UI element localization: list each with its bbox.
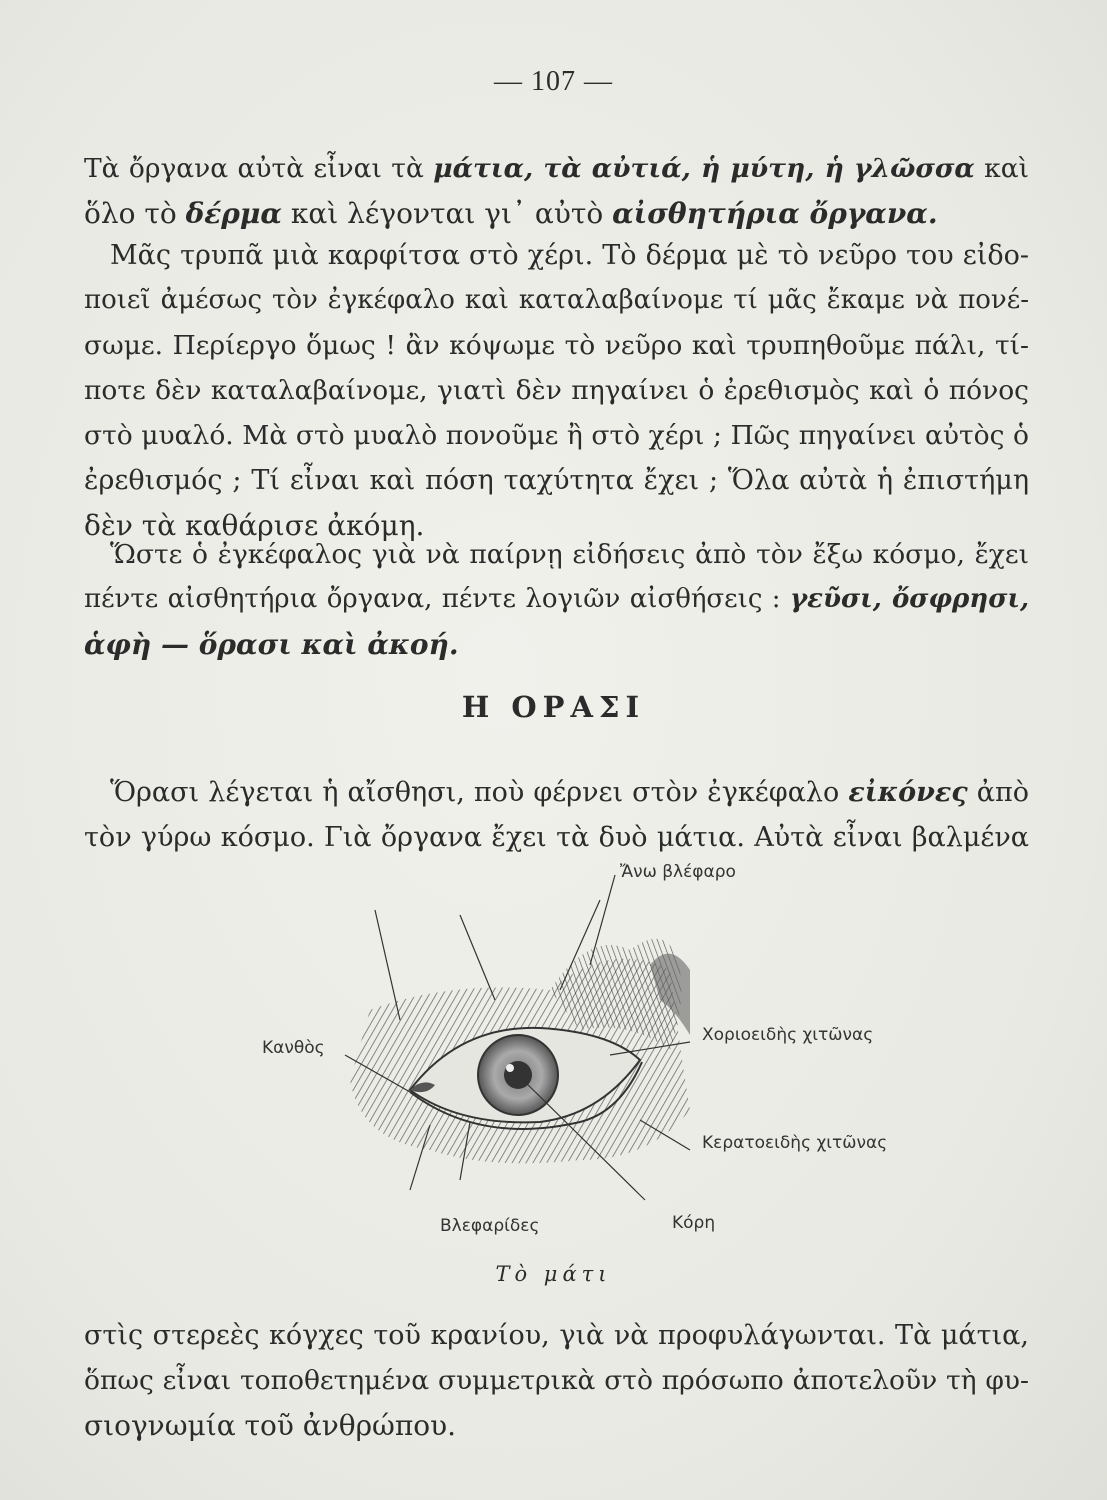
page-number: — 107 — (494, 66, 613, 97)
text-line: σιογνωμία τοῦ ἀνθρώπου. (84, 1409, 457, 1442)
text-line: ποτε δὲν καταλαβαίνομε, γιατὶ δὲν πηγαίνει ὁ ἐρεθισμὸς καὶ ὁ πόνος (84, 375, 1029, 406)
emphasis-text: δέρμα (185, 197, 282, 230)
label-choroid: Χοριοειδὴς χιτῶνας (702, 1025, 874, 1045)
text-line: ἐρεθισμός ; Τί εἶναι καὶ πόση ταχύτητα ἔχει ; Ὅλα αὐτὰ ἡ ἐπιστήμη (84, 465, 1029, 496)
label-pupil: Κόρη (672, 1213, 716, 1233)
text-line: στὶς στερεὲς κόγχες τοῦ κρανίου, γιὰ νὰ προφυλάγωνται. Τὰ μάτια, (84, 1320, 1029, 1351)
label-upper-eyelid: Ἄνω βλέφαρο (620, 862, 736, 882)
paragraph-pin-example (84, 233, 1029, 548)
text-line: σωμε. Περίεργο ὅμως ! ἂν κόψωμε τὸ νεῦρο καὶ τρυπηθοῦμε πάλι, τί- (84, 330, 1029, 361)
text-line: στὸ μυαλό. Μὰ στὸ μυαλὸ πονοῦμε ἢ στὸ χέρι ; Πῶς πηγαίνει αὐτὸς ὁ (84, 420, 1029, 451)
emphasis-text: αἰσθητήρια ὄργανα. (612, 197, 938, 230)
text-line (84, 191, 1029, 236)
text-segment: πέντε αἰσθητήρια ὄργανα, πέντε λογιῶν αἰσθήσεις : (84, 584, 790, 614)
text-line (84, 770, 1029, 815)
text-line: τὸν γύρω κόσμο. Γιὰ ὄργανα ἔχει τὰ δυὸ μάτια. Αὐτὰ εἶναι βαλμένα (84, 822, 1029, 853)
emphasis-text: ἁφὴ — ὅρασι καὶ ἀκοή. (84, 628, 459, 661)
text-line (84, 622, 1029, 667)
label-canthus: Κανθὸς (262, 1038, 325, 1058)
text-line: Μᾶς τρυπᾶ μιὰ καρφίτσα στὸ χέρι. Τὸ δέρμα μὲ τὸ νεῦρο του εἰδο- (110, 240, 1029, 271)
emphasis-text: γεῦσι, ὄσφρησι, (789, 584, 1030, 614)
paragraph-vision (84, 770, 1029, 860)
text-segment: ὅλο τὸ (84, 197, 186, 230)
emphasis-text: μάτια, τὰ αὐτιά, ἡ μύτη, ἡ γλῶσσα (433, 153, 975, 184)
text-line: δὲν τὰ καθάρισε ἀκόμη. (84, 509, 425, 542)
text-line (84, 146, 1029, 191)
text-segment: Τὰ ὄργανα αὐτὰ εἶναι τὰ (84, 153, 434, 184)
text-line: ὅπως εἶναι τοποθετημένα συμμετρικὰ στὸ πρόσωπο ἀποτελοῦν τὴ φυ- (84, 1365, 1029, 1396)
section-heading: Η ΟΡΑΣΙ (461, 690, 646, 724)
text-segment: καὶ λέγονται γι᾿ αὐτὸ (281, 197, 613, 230)
eye-figure (250, 860, 930, 1280)
paragraph-sense-organs (84, 146, 1029, 236)
figure-caption: Τὸ μάτι (495, 1262, 612, 1286)
paragraph-eye-sockets (84, 1313, 1029, 1448)
emphasis-text: εἰκόνες (848, 777, 968, 808)
text-segment: ἀπὸ (967, 777, 1029, 808)
text-line: Ὥστε ὁ ἐγκέφαλος γιὰ νὰ παίρνῃ εἰδήσεις ἀπὸ τὸν ἔξω κόσμο, ἔχει (110, 539, 1029, 570)
text-line: ποιεῖ ἀμέσως τὸν ἐγκέφαλο καὶ καταλαβαίνομε τί μᾶς ἔκαμε νὰ πονέ- (84, 285, 1029, 315)
paragraph-five-senses (84, 532, 1029, 667)
text-segment: καὶ (974, 153, 1030, 184)
text-segment: Ὅρασι λέγεται ἡ αἴσθησι, ποὺ φέρνει στὸν ἐγκέφαλο (110, 777, 849, 808)
label-cornea: Κερατοειδὴς χιτῶνας (702, 1133, 888, 1153)
eye-illustration (250, 860, 930, 1280)
text-line (84, 577, 1029, 622)
label-eyelashes: Βλεφαρίδες (440, 1216, 540, 1236)
